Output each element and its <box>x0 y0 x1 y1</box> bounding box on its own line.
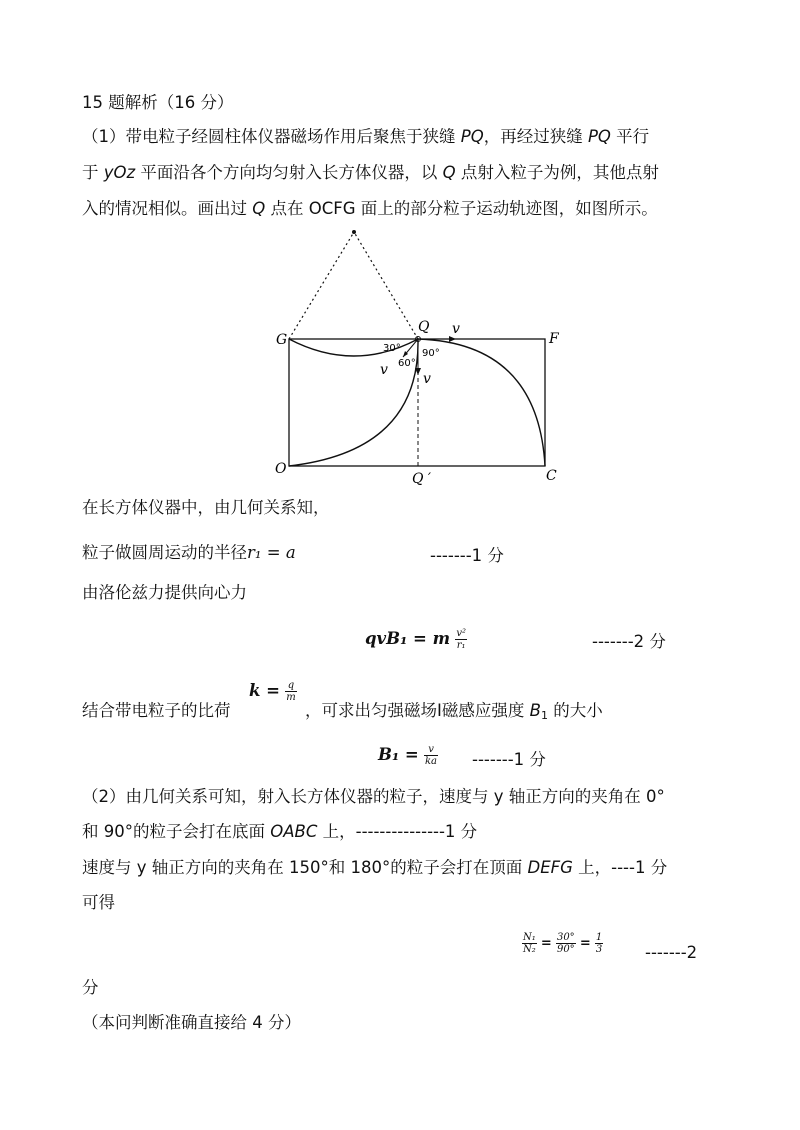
numerator: v <box>424 744 438 756</box>
text: 结合带电粒子的比荷 <box>82 701 231 720</box>
label-v-down: v <box>423 371 431 387</box>
denominator: N₂ <box>523 944 536 955</box>
part1-line3 <box>82 198 658 220</box>
fraction-1-3 <box>595 932 603 955</box>
trajectory-figure <box>270 225 570 490</box>
text: ，再经过狭缝 <box>483 127 588 146</box>
analysis-geometry: 在长方体仪器中，由几何关系知， <box>82 498 330 517</box>
denominator: r₁ <box>456 640 466 651</box>
label-angle-60: 60° <box>398 358 416 369</box>
symbol-B: B <box>529 701 541 720</box>
symbol-PQ: PQ <box>587 127 611 146</box>
fraction-v2-over-r1 <box>455 628 467 651</box>
label-Q: Q <box>418 319 430 335</box>
symbol-yOz: yOz <box>103 163 136 182</box>
fraction-N1-N2 <box>522 932 537 955</box>
k-line <box>82 700 231 722</box>
text: 于 <box>82 163 104 182</box>
numerator: q <box>285 680 296 692</box>
symbol-Q: Q <box>442 163 456 182</box>
part2-line2 <box>82 821 477 843</box>
text: 和 90°的粒子会打在底面 <box>82 822 271 841</box>
text: 粒子做圆周运动的半径 <box>82 543 247 562</box>
equation-B1 <box>378 744 438 767</box>
numerator: 1 <box>595 932 603 943</box>
symbol-PQ: PQ <box>460 127 484 146</box>
symbol-OABC: OABC <box>270 822 318 841</box>
label-v-left: v <box>380 362 388 378</box>
formula-radius: r₁ = a <box>247 543 296 562</box>
part1-line2 <box>82 162 659 184</box>
numerator: N₁ <box>523 932 536 943</box>
formula-k: k = <box>249 681 281 700</box>
numerator: 30° <box>556 932 575 943</box>
dotted-line-right <box>354 232 418 339</box>
equation-ratio: $\frac{\text{N₁}}{\text{N₂}}$ = $\frac{30^\circ}{90^\circ}$ = $\frac{1}{3}$ <box>523 932 603 955</box>
denominator: ka <box>425 756 438 767</box>
fraction-v-over-ka <box>424 744 438 767</box>
radius-line <box>82 542 296 564</box>
label-G: G <box>276 332 288 348</box>
symbol-Q: Q <box>252 199 266 218</box>
symbol-DEFG: DEFG <box>527 858 573 877</box>
part2-line1: （2）由几何关系可知，射入长方体仪器的粒子，速度与 y 轴正方向的夹角在 0° <box>82 787 665 806</box>
formula-B1-left: B₁ = <box>378 745 419 764</box>
text: 上，---------------1 分 <box>317 822 478 841</box>
center-dot <box>352 230 356 234</box>
label-angle-90: 90° <box>422 348 440 359</box>
denominator: 3 <box>595 944 603 955</box>
subscript: 1 <box>540 709 548 722</box>
score-1: -------1 分 <box>430 546 504 565</box>
text: 入的情况相似。画出过 <box>82 199 253 218</box>
denominator: 90° <box>556 944 575 955</box>
label-F: F <box>549 331 559 347</box>
text: （1）带电粒子经圆柱体仪器磁场作用后聚焦于狭缝 <box>82 127 461 146</box>
score-4: -------2 <box>645 943 698 962</box>
label-C: C <box>546 468 557 484</box>
part2-line3 <box>82 857 667 879</box>
part2-line4: 可得 <box>82 893 115 912</box>
text: 平行 <box>610 127 650 146</box>
label-angle-30: 30° <box>383 343 401 354</box>
text: 点在 OCFG 面上的部分粒子运动轨迹图，如图所示。 <box>265 199 658 218</box>
numerator: v² <box>456 628 466 639</box>
text: 上，----1 分 <box>572 858 668 877</box>
label-v-top: v <box>452 321 460 337</box>
formula-force-left: qvB₁ = m <box>365 629 451 648</box>
equation-force <box>365 628 467 651</box>
section-heading: 15 题解析（16 分） <box>82 93 234 112</box>
label-Qprime: Q ′ <box>412 471 432 487</box>
score-2: -------2 分 <box>592 632 666 651</box>
text: 点射入粒子为例，其他点射 <box>455 163 659 182</box>
grading-note: （本问判断准确直接给 4 分） <box>82 1013 301 1032</box>
score-3: -------1 分 <box>472 750 546 769</box>
text: 的大小 <box>547 701 603 720</box>
text: 速度与 y 轴正方向的夹角在 150°和 180°的粒子会打在顶面 <box>82 858 528 877</box>
fraction-30-90 <box>556 932 576 955</box>
lorentz-line: 由洛伦兹力提供向心力 <box>82 583 247 602</box>
fraction-q-over-m <box>285 680 296 703</box>
score-4-tail: 分 <box>82 978 99 997</box>
part1-line1 <box>82 126 649 148</box>
label-O: O <box>275 461 287 477</box>
k-formula <box>249 680 297 703</box>
dotted-line-left <box>289 232 354 339</box>
denominator: m <box>286 692 296 703</box>
k-line-tail <box>305 700 603 727</box>
text: ，可求出匀强磁场I磁感应强度 <box>305 701 530 720</box>
text: 平面沿各个方向均匀射入长方体仪器，以 <box>135 163 443 182</box>
